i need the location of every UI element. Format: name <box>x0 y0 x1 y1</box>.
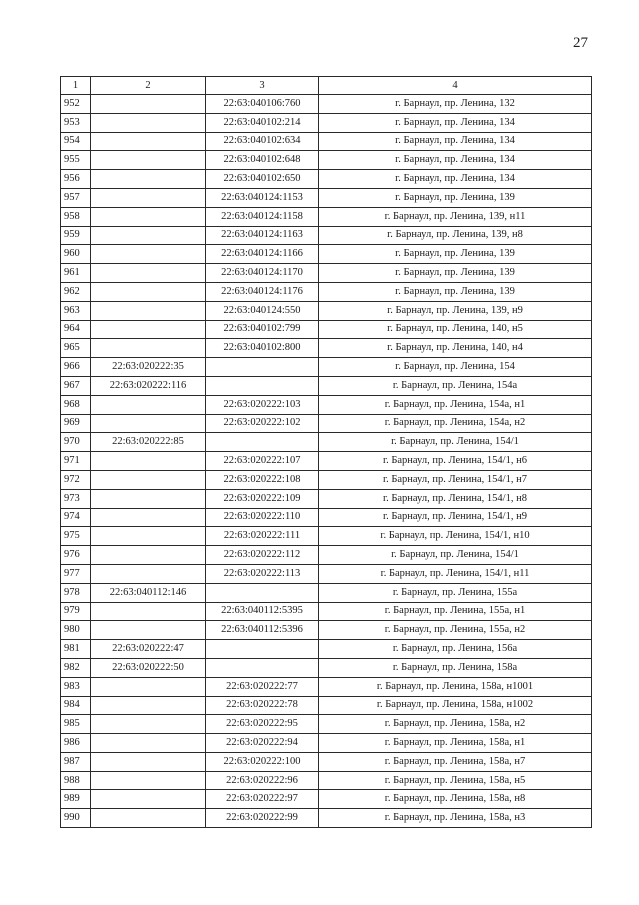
object-cadastral-cell: 22:63:040106:760 <box>206 95 319 114</box>
object-cadastral-cell: 22:63:020222:78 <box>206 696 319 715</box>
object-cadastral-cell: 22:63:040124:1176 <box>206 282 319 301</box>
address-cell: г. Барнаул, пр. Ленина, 154/1 <box>319 546 592 565</box>
table-row <box>61 583 592 602</box>
object-cadastral-cell: 22:63:020222:99 <box>206 809 319 828</box>
object-cadastral-cell: 22:63:040102:634 <box>206 132 319 151</box>
address-cell: г. Барнаул, пр. Ленина, 154/1, н10 <box>319 527 592 546</box>
table-row <box>61 376 592 395</box>
address-cell: г. Барнаул, пр. Ленина, 139, н9 <box>319 301 592 320</box>
table-row <box>61 207 592 226</box>
address-cell: г. Барнаул, пр. Ленина, 158а, н1002 <box>319 696 592 715</box>
address-cell: г. Барнаул, пр. Ленина, 155а <box>319 583 592 602</box>
land-cadastral-cell: 22:63:020222:35 <box>91 358 206 377</box>
land-cadastral-cell <box>91 245 206 264</box>
row-number-cell: 967 <box>61 376 91 395</box>
page-number: 27 <box>573 35 588 51</box>
table-row <box>61 809 592 828</box>
header-col-4: 4 <box>319 77 592 95</box>
address-cell: г. Барнаул, пр. Ленина, 158а, н7 <box>319 752 592 771</box>
row-number-cell: 982 <box>61 658 91 677</box>
object-cadastral-cell: 22:63:020222:109 <box>206 489 319 508</box>
land-cadastral-cell <box>91 95 206 114</box>
land-cadastral-cell: 22:63:020222:116 <box>91 376 206 395</box>
land-cadastral-cell <box>91 188 206 207</box>
table-row <box>61 621 592 640</box>
land-cadastral-cell <box>91 151 206 170</box>
land-cadastral-cell <box>91 602 206 621</box>
object-cadastral-cell: 22:63:040112:5396 <box>206 621 319 640</box>
land-cadastral-cell <box>91 489 206 508</box>
object-cadastral-cell: 22:63:020222:107 <box>206 452 319 471</box>
table-row <box>61 658 592 677</box>
address-cell: г. Барнаул, пр. Ленина, 154а, н1 <box>319 395 592 414</box>
address-cell: г. Барнаул, пр. Ленина, 154/1, н11 <box>319 564 592 583</box>
land-cadastral-cell <box>91 734 206 753</box>
row-number-cell: 990 <box>61 809 91 828</box>
object-cadastral-cell: 22:63:020222:108 <box>206 470 319 489</box>
object-cadastral-cell: 22:63:040102:650 <box>206 170 319 189</box>
row-number-cell: 970 <box>61 433 91 452</box>
table-row <box>61 790 592 809</box>
land-cadastral-cell <box>91 170 206 189</box>
object-cadastral-cell <box>206 658 319 677</box>
object-cadastral-cell: 22:63:020222:103 <box>206 395 319 414</box>
object-cadastral-cell: 22:63:020222:96 <box>206 771 319 790</box>
land-cadastral-cell <box>91 264 206 283</box>
land-cadastral-cell <box>91 696 206 715</box>
object-cadastral-cell: 22:63:040124:1170 <box>206 264 319 283</box>
row-number-cell: 963 <box>61 301 91 320</box>
address-cell: г. Барнаул, пр. Ленина, 132 <box>319 95 592 114</box>
address-cell: г. Барнаул, пр. Ленина, 139 <box>319 264 592 283</box>
row-number-cell: 960 <box>61 245 91 264</box>
address-cell: г. Барнаул, пр. Ленина, 158а, н1 <box>319 734 592 753</box>
table-row <box>61 95 592 114</box>
object-cadastral-cell <box>206 433 319 452</box>
row-number-cell: 988 <box>61 771 91 790</box>
table-row <box>61 395 592 414</box>
row-number-cell: 987 <box>61 752 91 771</box>
land-cadastral-cell <box>91 508 206 527</box>
row-number-cell: 985 <box>61 715 91 734</box>
address-cell: г. Барнаул, пр. Ленина, 156а <box>319 640 592 659</box>
address-cell: г. Барнаул, пр. Ленина, 154/1, н9 <box>319 508 592 527</box>
address-cell: г. Барнаул, пр. Ленина, 158а, н8 <box>319 790 592 809</box>
land-cadastral-cell <box>91 527 206 546</box>
land-cadastral-cell <box>91 320 206 339</box>
row-number-cell: 962 <box>61 282 91 301</box>
object-cadastral-cell: 22:63:040102:800 <box>206 339 319 358</box>
table-row <box>61 226 592 245</box>
address-cell: г. Барнаул, пр. Ленина, 134 <box>319 132 592 151</box>
address-cell: г. Барнаул, пр. Ленина, 139, н11 <box>319 207 592 226</box>
land-cadastral-cell <box>91 113 206 132</box>
table-row <box>61 245 592 264</box>
row-number-cell: 969 <box>61 414 91 433</box>
object-cadastral-cell: 22:63:020222:112 <box>206 546 319 565</box>
table-row <box>61 151 592 170</box>
row-number-cell: 961 <box>61 264 91 283</box>
address-cell: г. Барнаул, пр. Ленина, 154а <box>319 376 592 395</box>
land-cadastral-cell <box>91 226 206 245</box>
row-number-cell: 964 <box>61 320 91 339</box>
object-cadastral-cell: 22:63:020222:110 <box>206 508 319 527</box>
header-col-1: 1 <box>61 77 91 95</box>
table-header <box>61 77 592 95</box>
row-number-cell: 954 <box>61 132 91 151</box>
table-row <box>61 301 592 320</box>
address-cell: г. Барнаул, пр. Ленина, 154а, н2 <box>319 414 592 433</box>
object-cadastral-cell <box>206 358 319 377</box>
land-cadastral-cell <box>91 564 206 583</box>
header-col-3: 3 <box>206 77 319 95</box>
address-cell: г. Барнаул, пр. Ленина, 139 <box>319 245 592 264</box>
land-cadastral-cell: 22:63:020222:85 <box>91 433 206 452</box>
row-number-cell: 958 <box>61 207 91 226</box>
table-row <box>61 358 592 377</box>
row-number-cell: 952 <box>61 95 91 114</box>
address-cell: г. Барнаул, пр. Ленина, 154/1, н8 <box>319 489 592 508</box>
address-cell: г. Барнаул, пр. Ленина, 155а, н1 <box>319 602 592 621</box>
object-cadastral-cell: 22:63:040124:1166 <box>206 245 319 264</box>
object-cadastral-cell: 22:63:040102:648 <box>206 151 319 170</box>
address-cell: г. Барнаул, пр. Ленина, 158а, н1001 <box>319 677 592 696</box>
land-cadastral-cell <box>91 715 206 734</box>
object-cadastral-cell: 22:63:040124:1158 <box>206 207 319 226</box>
table-row <box>61 433 592 452</box>
object-cadastral-cell: 22:63:040124:1163 <box>206 226 319 245</box>
land-cadastral-cell <box>91 621 206 640</box>
table-row <box>61 470 592 489</box>
object-cadastral-cell: 22:63:020222:100 <box>206 752 319 771</box>
land-cadastral-cell <box>91 301 206 320</box>
land-cadastral-cell <box>91 414 206 433</box>
land-cadastral-cell: 22:63:020222:47 <box>91 640 206 659</box>
object-cadastral-cell: 22:63:020222:95 <box>206 715 319 734</box>
table-row <box>61 132 592 151</box>
row-number-cell: 968 <box>61 395 91 414</box>
table-row <box>61 564 592 583</box>
address-cell: г. Барнаул, пр. Ленина, 154/1, н7 <box>319 470 592 489</box>
table-body <box>61 95 592 828</box>
object-cadastral-cell: 22:63:040124:1153 <box>206 188 319 207</box>
row-number-cell: 977 <box>61 564 91 583</box>
address-cell: г. Барнаул, пр. Ленина, 154/1 <box>319 433 592 452</box>
object-cadastral-cell <box>206 640 319 659</box>
table-row <box>61 527 592 546</box>
object-cadastral-cell: 22:63:040102:214 <box>206 113 319 132</box>
row-number-cell: 980 <box>61 621 91 640</box>
table-row <box>61 715 592 734</box>
row-number-cell: 984 <box>61 696 91 715</box>
header-col-2: 2 <box>91 77 206 95</box>
land-cadastral-cell <box>91 809 206 828</box>
object-cadastral-cell: 22:63:020222:97 <box>206 790 319 809</box>
address-cell: г. Барнаул, пр. Ленина, 134 <box>319 170 592 189</box>
row-number-cell: 979 <box>61 602 91 621</box>
address-cell: г. Барнаул, пр. Ленина, 140, н4 <box>319 339 592 358</box>
address-cell: г. Барнаул, пр. Ленина, 134 <box>319 151 592 170</box>
row-number-cell: 986 <box>61 734 91 753</box>
land-cadastral-cell <box>91 282 206 301</box>
row-number-cell: 972 <box>61 470 91 489</box>
object-cadastral-cell: 22:63:040124:550 <box>206 301 319 320</box>
address-cell: г. Барнаул, пр. Ленина, 158а <box>319 658 592 677</box>
table-row <box>61 414 592 433</box>
row-number-cell: 989 <box>61 790 91 809</box>
table-row <box>61 188 592 207</box>
row-number-cell: 966 <box>61 358 91 377</box>
object-cadastral-cell: 22:63:020222:77 <box>206 677 319 696</box>
property-table <box>60 76 592 828</box>
address-cell: г. Барнаул, пр. Ленина, 158а, н5 <box>319 771 592 790</box>
table-row <box>61 282 592 301</box>
table-row <box>61 170 592 189</box>
table-row <box>61 508 592 527</box>
row-number-cell: 957 <box>61 188 91 207</box>
land-cadastral-cell <box>91 452 206 471</box>
object-cadastral-cell: 22:63:020222:113 <box>206 564 319 583</box>
table-row <box>61 339 592 358</box>
address-cell: г. Барнаул, пр. Ленина, 158а, н2 <box>319 715 592 734</box>
table-row <box>61 546 592 565</box>
row-number-cell: 956 <box>61 170 91 189</box>
address-cell: г. Барнаул, пр. Ленина, 154/1, н6 <box>319 452 592 471</box>
object-cadastral-cell: 22:63:020222:111 <box>206 527 319 546</box>
row-number-cell: 981 <box>61 640 91 659</box>
row-number-cell: 975 <box>61 527 91 546</box>
table-row <box>61 489 592 508</box>
address-cell: г. Барнаул, пр. Ленина, 139 <box>319 282 592 301</box>
land-cadastral-cell <box>91 771 206 790</box>
address-cell: г. Барнаул, пр. Ленина, 158а, н3 <box>319 809 592 828</box>
table-row <box>61 320 592 339</box>
object-cadastral-cell: 22:63:020222:94 <box>206 734 319 753</box>
table-row <box>61 752 592 771</box>
land-cadastral-cell <box>91 677 206 696</box>
land-cadastral-cell <box>91 752 206 771</box>
object-cadastral-cell: 22:63:020222:102 <box>206 414 319 433</box>
land-cadastral-cell <box>91 470 206 489</box>
address-cell: г. Барнаул, пр. Ленина, 154 <box>319 358 592 377</box>
table-row <box>61 696 592 715</box>
table-row <box>61 640 592 659</box>
address-cell: г. Барнаул, пр. Ленина, 140, н5 <box>319 320 592 339</box>
row-number-cell: 974 <box>61 508 91 527</box>
table-row <box>61 771 592 790</box>
table-row <box>61 677 592 696</box>
land-cadastral-cell <box>91 790 206 809</box>
row-number-cell: 971 <box>61 452 91 471</box>
address-cell: г. Барнаул, пр. Ленина, 155а, н2 <box>319 621 592 640</box>
object-cadastral-cell <box>206 376 319 395</box>
row-number-cell: 955 <box>61 151 91 170</box>
table-row <box>61 602 592 621</box>
land-cadastral-cell <box>91 339 206 358</box>
row-number-cell: 959 <box>61 226 91 245</box>
land-cadastral-cell <box>91 132 206 151</box>
table-row <box>61 452 592 471</box>
row-number-cell: 965 <box>61 339 91 358</box>
table-row <box>61 113 592 132</box>
table-row <box>61 734 592 753</box>
row-number-cell: 983 <box>61 677 91 696</box>
row-number-cell: 973 <box>61 489 91 508</box>
object-cadastral-cell <box>206 583 319 602</box>
land-cadastral-cell: 22:63:040112:146 <box>91 583 206 602</box>
land-cadastral-cell <box>91 207 206 226</box>
address-cell: г. Барнаул, пр. Ленина, 139, н8 <box>319 226 592 245</box>
row-number-cell: 978 <box>61 583 91 602</box>
object-cadastral-cell: 22:63:040112:5395 <box>206 602 319 621</box>
land-cadastral-cell <box>91 395 206 414</box>
address-cell: г. Барнаул, пр. Ленина, 139 <box>319 188 592 207</box>
land-cadastral-cell: 22:63:020222:50 <box>91 658 206 677</box>
land-cadastral-cell <box>91 546 206 565</box>
row-number-cell: 976 <box>61 546 91 565</box>
header-row <box>61 77 592 95</box>
table-row <box>61 264 592 283</box>
address-cell: г. Барнаул, пр. Ленина, 134 <box>319 113 592 132</box>
object-cadastral-cell: 22:63:040102:799 <box>206 320 319 339</box>
row-number-cell: 953 <box>61 113 91 132</box>
